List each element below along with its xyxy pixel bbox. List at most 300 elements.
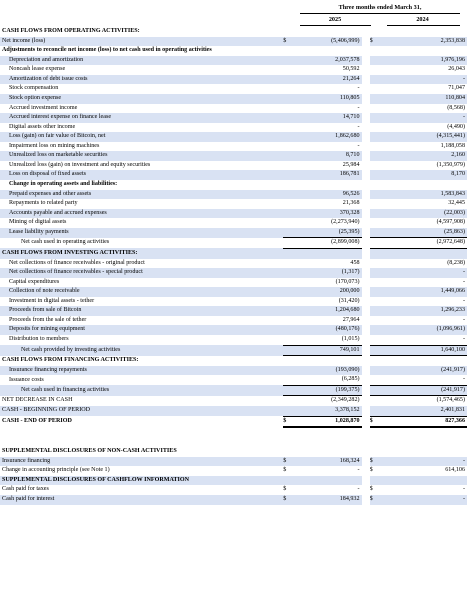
currency-symbol-2024	[370, 268, 378, 278]
table-row	[0, 396, 467, 406]
table-row	[0, 485, 467, 495]
table-row	[0, 466, 467, 476]
row-label: Distribution to members	[9, 336, 69, 343]
column-gap	[362, 113, 370, 123]
table-row	[0, 416, 467, 427]
value-2024: (4,597,908)	[436, 219, 465, 226]
value-2024: 1,449,066	[378, 287, 467, 297]
value-2024: (8,238)	[447, 259, 465, 266]
value-2025: (2,349,282)	[331, 397, 360, 404]
table-row	[0, 297, 467, 307]
table-row	[0, 142, 467, 152]
row-label: Capital expenditures	[9, 278, 60, 285]
value-2024	[378, 447, 467, 457]
column-gap	[362, 259, 370, 269]
row-label: Issuance costs	[9, 376, 44, 383]
value-2025: (1,015)	[291, 335, 361, 345]
table-row	[0, 113, 467, 123]
currency-symbol-2025	[283, 170, 291, 180]
table-row	[0, 406, 467, 416]
row-label: Cash paid for interest	[0, 495, 283, 505]
value-2024: (1,096,961)	[378, 325, 467, 335]
currency-symbol-2024: $	[370, 416, 378, 427]
currency-symbol-2024: $	[369, 486, 373, 493]
value-2025	[291, 248, 361, 258]
currency-symbol-2025: $	[283, 467, 287, 474]
spacer-row	[0, 438, 467, 448]
row-label: Proceeds from sale of Bitcoin	[0, 306, 283, 316]
row-label: Cash paid for taxes	[2, 486, 49, 493]
row-label: Net collections of finance receivables - original product	[9, 259, 145, 266]
row-label: Change in accounting principle (see Note 1)	[2, 467, 110, 474]
table-row	[0, 335, 467, 345]
row-label: Impairment loss on mining machines	[9, 142, 100, 149]
currency-symbol-2025	[283, 325, 291, 335]
currency-symbol-2025	[283, 316, 291, 326]
value-2025	[291, 447, 361, 457]
currency-symbol-2025	[283, 385, 291, 396]
row-label: Net cash used in financing activities	[0, 385, 283, 396]
table-row	[0, 306, 467, 316]
column-gap	[362, 104, 370, 114]
table-row	[0, 228, 467, 238]
value-2025: 21,368	[342, 200, 360, 207]
row-label: SUPPLEMENTAL DISCLOSURES OF NON-CASH ACTIVITIES	[2, 448, 177, 455]
row-label: Accounts payable and accrued expenses	[0, 209, 283, 219]
currency-symbol-2025	[283, 75, 291, 85]
column-gap	[362, 248, 370, 258]
row-label: Unrealized loss (gain) on investment and equity securities	[9, 161, 151, 168]
currency-symbol-2025	[283, 218, 291, 228]
column-gap	[362, 325, 370, 335]
currency-symbol-2024	[370, 238, 378, 249]
column-gap	[362, 75, 370, 85]
column-gap	[362, 287, 370, 297]
currency-symbol-2024: $	[370, 495, 378, 505]
currency-symbol-2025	[283, 180, 291, 190]
row-label: NET DECREASE IN CASH	[2, 397, 73, 404]
value-2025: 749,101	[291, 345, 361, 356]
value-2024: (8,568)	[447, 104, 465, 111]
value-2025: 1,028,870	[291, 416, 361, 427]
value-2024	[378, 27, 467, 37]
value-2025: -	[357, 467, 360, 474]
value-2024: 32,445	[448, 200, 465, 207]
value-2025: 3,378,152	[291, 406, 361, 416]
value-2025: 1,204,680	[291, 306, 361, 316]
currency-symbol-2024	[370, 151, 378, 161]
table-row	[0, 218, 467, 228]
column-gap	[362, 238, 370, 249]
currency-symbol-2025	[283, 248, 291, 258]
currency-symbol-2024	[370, 447, 378, 457]
year-header-2025: 2025	[328, 16, 342, 23]
table-row	[0, 476, 467, 486]
value-2024: 2,160	[378, 151, 467, 161]
currency-symbol-2024	[370, 228, 378, 238]
currency-symbol-2024	[370, 259, 378, 269]
value-2025: 96,526	[291, 190, 361, 200]
row-label: Change in operating assets and liabilities:	[9, 181, 118, 187]
table-row	[0, 75, 467, 85]
currency-symbol-2024	[370, 476, 378, 486]
currency-symbol-2025	[283, 476, 291, 486]
currency-symbol-2025	[283, 238, 291, 249]
column-gap	[362, 335, 370, 345]
row-label: Insurance financing repayments	[0, 366, 283, 376]
currency-symbol-2025	[283, 268, 291, 278]
value-2025: 14,710	[291, 113, 361, 123]
value-2024: (25,863)	[378, 228, 467, 238]
value-2025: 168,324	[291, 457, 361, 467]
cash-flow-table	[0, 27, 467, 505]
value-2024: (2,972,648)	[378, 238, 467, 249]
value-2025: -	[357, 142, 360, 149]
value-2025: 370,328	[291, 209, 361, 219]
row-label: Insurance financing	[0, 457, 283, 467]
year-header-2024: 2024	[416, 16, 429, 23]
column-gap	[362, 476, 370, 486]
column-gap	[362, 142, 370, 152]
value-2024: 827,366	[378, 416, 467, 427]
column-gap	[362, 170, 370, 180]
value-2025: 186,781	[291, 170, 361, 180]
currency-symbol-2025	[283, 151, 291, 161]
column-gap	[362, 228, 370, 238]
column-gap	[362, 190, 370, 200]
currency-symbol-2025	[283, 190, 291, 200]
value-2024: (1,350,979)	[436, 161, 465, 168]
value-2024: 110,804	[378, 94, 467, 104]
column-gap	[362, 396, 370, 406]
value-2025: (193,090)	[291, 366, 361, 376]
currency-symbol-2024	[370, 209, 378, 219]
currency-symbol-2025	[283, 27, 291, 37]
currency-symbol-2024: $	[370, 457, 378, 467]
table-row	[0, 180, 467, 190]
value-2025: 50,592	[342, 66, 360, 73]
currency-symbol-2025	[283, 161, 291, 171]
table-row	[0, 356, 467, 366]
row-label: Stock compensation	[9, 85, 59, 92]
currency-symbol-2024	[370, 170, 378, 180]
table-row	[0, 170, 467, 180]
currency-symbol-2025	[283, 335, 291, 345]
currency-symbol-2024	[370, 356, 378, 366]
currency-symbol-2025	[283, 132, 291, 142]
year-header-rule-2024	[387, 25, 460, 26]
row-label: Investment in digital assets - tether	[9, 297, 95, 304]
currency-symbol-2024	[370, 190, 378, 200]
currency-symbol-2025	[283, 56, 291, 66]
currency-symbol-2024	[370, 385, 378, 396]
currency-symbol-2025: $	[283, 457, 291, 467]
column-gap	[362, 375, 370, 385]
value-2024: (241,917)	[378, 366, 467, 376]
column-gap	[362, 447, 370, 457]
currency-symbol-2024	[370, 287, 378, 297]
row-label: Repayments to related party	[9, 200, 78, 207]
table-row	[0, 325, 467, 335]
value-2025: -	[357, 123, 360, 130]
value-2024: (241,917)	[378, 385, 467, 396]
value-2024	[378, 356, 467, 366]
currency-symbol-2025	[283, 104, 291, 114]
value-2025: 21,264	[291, 75, 361, 85]
value-2024: -	[462, 316, 465, 323]
currency-symbol-2025	[283, 123, 291, 133]
currency-symbol-2025	[283, 366, 291, 376]
table-row	[0, 385, 467, 396]
column-gap	[362, 84, 370, 94]
value-2024: -	[462, 278, 465, 285]
value-2024: -	[378, 495, 467, 505]
column-gap	[362, 209, 370, 219]
row-label: Mining of digital assets	[9, 219, 67, 226]
currency-symbol-2024	[370, 406, 378, 416]
currency-symbol-2024	[370, 84, 378, 94]
currency-symbol-2025	[283, 345, 291, 356]
currency-symbol-2024	[370, 278, 378, 288]
currency-symbol-2024	[370, 113, 378, 123]
value-2025	[291, 356, 361, 366]
column-gap	[362, 37, 370, 47]
value-2025: 1,862,680	[291, 132, 361, 142]
table-row	[0, 278, 467, 288]
table-row	[0, 199, 467, 209]
row-label: CASH - END OF PERIOD	[2, 417, 72, 424]
currency-symbol-2024	[370, 142, 378, 152]
value-2025: 27,964	[342, 316, 360, 323]
currency-symbol-2025	[283, 94, 291, 104]
currency-symbol-2025	[283, 199, 291, 209]
row-label: Stock option expense	[0, 94, 283, 104]
value-2024: -	[378, 375, 467, 385]
currency-symbol-2024	[370, 199, 378, 209]
column-gap	[362, 268, 370, 278]
currency-symbol-2025: $	[283, 37, 291, 47]
value-2024: 614,106	[445, 467, 465, 474]
value-2025: 25,984	[342, 161, 360, 168]
value-2025: 2,037,578	[291, 56, 361, 66]
value-2024: 1,976,196	[378, 56, 467, 66]
table-row	[0, 495, 467, 505]
currency-symbol-2024	[370, 94, 378, 104]
row-label: Unrealized loss on marketable securities	[0, 151, 283, 161]
currency-symbol-2024	[370, 248, 378, 258]
row-label: Deposits for mining equipment	[0, 325, 283, 335]
table-row	[0, 316, 467, 326]
column-gap	[362, 56, 370, 66]
value-2025: (2,899,008)	[291, 238, 361, 249]
table-row	[0, 132, 467, 142]
value-2024: -	[378, 113, 467, 123]
currency-symbol-2024: $	[369, 467, 373, 474]
row-label: Lease liability payments	[0, 228, 283, 238]
value-2024: (22,003)	[378, 209, 467, 219]
value-2024: 1,296,233	[378, 306, 467, 316]
currency-symbol-2025: $	[283, 416, 291, 427]
column-gap	[362, 65, 370, 75]
value-2024	[378, 476, 467, 486]
value-2025: -	[357, 104, 360, 111]
table-row	[0, 56, 467, 66]
value-2024: (4,490)	[447, 123, 465, 130]
currency-symbol-2025	[283, 65, 291, 75]
currency-symbol-2025: $	[283, 486, 287, 493]
currency-symbol-2025	[283, 142, 291, 152]
currency-symbol-2025	[283, 406, 291, 416]
row-label: Accrued investment income	[9, 104, 78, 111]
period-header: Three months ended March 31,	[338, 4, 422, 11]
table-row	[0, 84, 467, 94]
value-2024: -	[378, 335, 467, 345]
period-header-rule	[300, 13, 460, 14]
table-row	[0, 37, 467, 47]
currency-symbol-2024	[370, 345, 378, 356]
year-header-rule-2025	[300, 25, 371, 26]
table-row	[0, 123, 467, 133]
table-row	[0, 259, 467, 269]
table-row	[0, 94, 467, 104]
value-2025	[291, 476, 361, 486]
value-2024	[378, 46, 467, 56]
column-gap	[362, 218, 370, 228]
value-2024: 71,047	[448, 85, 465, 92]
table-row	[0, 248, 467, 258]
value-2024: 8,170	[378, 170, 467, 180]
column-gap	[362, 94, 370, 104]
column-gap	[362, 180, 370, 190]
currency-symbol-2024	[370, 218, 378, 228]
row-label: Net cash provided by investing activities	[0, 345, 283, 356]
column-gap	[362, 278, 370, 288]
table-row	[0, 238, 467, 249]
currency-symbol-2024	[370, 104, 378, 114]
column-gap	[362, 356, 370, 366]
table-row	[0, 345, 467, 356]
currency-symbol-2024	[370, 123, 378, 133]
column-gap	[362, 132, 370, 142]
currency-symbol-2024	[370, 306, 378, 316]
value-2024: -	[378, 268, 467, 278]
currency-symbol-2024	[370, 396, 378, 406]
row-label: Amortization of debt issue costs	[0, 75, 283, 85]
column-gap	[362, 199, 370, 209]
currency-symbol-2025: $	[283, 495, 291, 505]
value-2025: (2,273,940)	[331, 219, 360, 226]
column-gap	[362, 46, 370, 56]
row-label: Net collections of finance receivables - special product	[0, 268, 283, 278]
value-2024: (4,315,441)	[378, 132, 467, 142]
row-label: Adjustments to reconcile net income (loss) to net cash used in operating activities	[2, 47, 212, 54]
currency-symbol-2024	[370, 335, 378, 345]
row-label: Digital assets other income	[9, 123, 76, 130]
row-label: Accrued interest expense on finance lease	[0, 113, 283, 123]
column-gap	[362, 27, 370, 37]
value-2024: 1,640,100	[378, 345, 467, 356]
currency-symbol-2024	[370, 375, 378, 385]
row-label: CASH FLOWS FROM OPERATING ACTIVITIES:	[2, 28, 140, 34]
row-label: Prepaid expenses and other assets	[0, 190, 283, 200]
value-2025: (25,395)	[291, 228, 361, 238]
column-gap	[362, 416, 370, 427]
value-2025: -	[357, 486, 360, 493]
column-gap	[362, 457, 370, 467]
currency-symbol-2024: $	[370, 37, 378, 47]
value-2024: -	[462, 297, 465, 304]
value-2024	[378, 248, 467, 258]
column-gap	[362, 306, 370, 316]
currency-symbol-2024	[370, 297, 378, 307]
table-row	[0, 190, 467, 200]
column-gap	[362, 366, 370, 376]
row-label: Net income (loss)	[0, 37, 283, 47]
column-gap	[362, 406, 370, 416]
value-2025: 200,000	[291, 287, 361, 297]
row-label: CASH FLOWS FROM FINANCING ACTIVITIES:	[2, 356, 139, 363]
value-2025	[291, 27, 361, 37]
table-row	[0, 65, 467, 75]
table-row	[0, 287, 467, 297]
row-label: Loss on disposal of fixed assets	[0, 170, 283, 180]
currency-symbol-2025	[283, 306, 291, 316]
table-row	[0, 27, 467, 37]
value-2024: -	[378, 457, 467, 467]
value-2024	[378, 180, 467, 190]
value-2025: -	[357, 85, 360, 92]
row-label: CASH - BEGINNING OF PERIOD	[0, 406, 283, 416]
currency-symbol-2025	[283, 375, 291, 385]
value-2025	[291, 180, 361, 190]
table-row	[0, 161, 467, 171]
currency-symbol-2025	[283, 396, 291, 406]
column-gap	[362, 316, 370, 326]
currency-symbol-2025	[283, 46, 291, 56]
currency-symbol-2025	[283, 209, 291, 219]
table-row	[0, 46, 467, 56]
table-row	[0, 151, 467, 161]
value-2025: 184,932	[291, 495, 361, 505]
currency-symbol-2025	[283, 259, 291, 269]
value-2024: -	[462, 486, 465, 493]
value-2024: 1,188,058	[440, 142, 465, 149]
row-label: Noncash lease expense	[9, 66, 66, 73]
column-gap	[362, 385, 370, 396]
currency-symbol-2024	[370, 366, 378, 376]
column-gap	[362, 466, 370, 476]
value-2025: (31,420)	[338, 297, 360, 304]
currency-symbol-2025	[283, 113, 291, 123]
value-2025: (170,073)	[335, 278, 360, 285]
column-gap	[362, 345, 370, 356]
currency-symbol-2024	[370, 56, 378, 66]
column-gap	[362, 151, 370, 161]
spacer-row	[0, 427, 467, 438]
value-2024: 26,043	[448, 66, 465, 73]
table-row	[0, 104, 467, 114]
value-2025	[291, 46, 361, 56]
table-row	[0, 375, 467, 385]
value-2025: (5,406,999)	[291, 37, 361, 47]
currency-symbol-2025	[283, 228, 291, 238]
row-label: Proceeds from the sale of tether	[9, 316, 87, 323]
value-2025: (1,317)	[291, 268, 361, 278]
currency-symbol-2025	[283, 297, 291, 307]
row-label: Depreciation and amortization	[0, 56, 283, 66]
row-label: Net cash used in operating activities	[21, 239, 110, 246]
currency-symbol-2024	[370, 46, 378, 56]
